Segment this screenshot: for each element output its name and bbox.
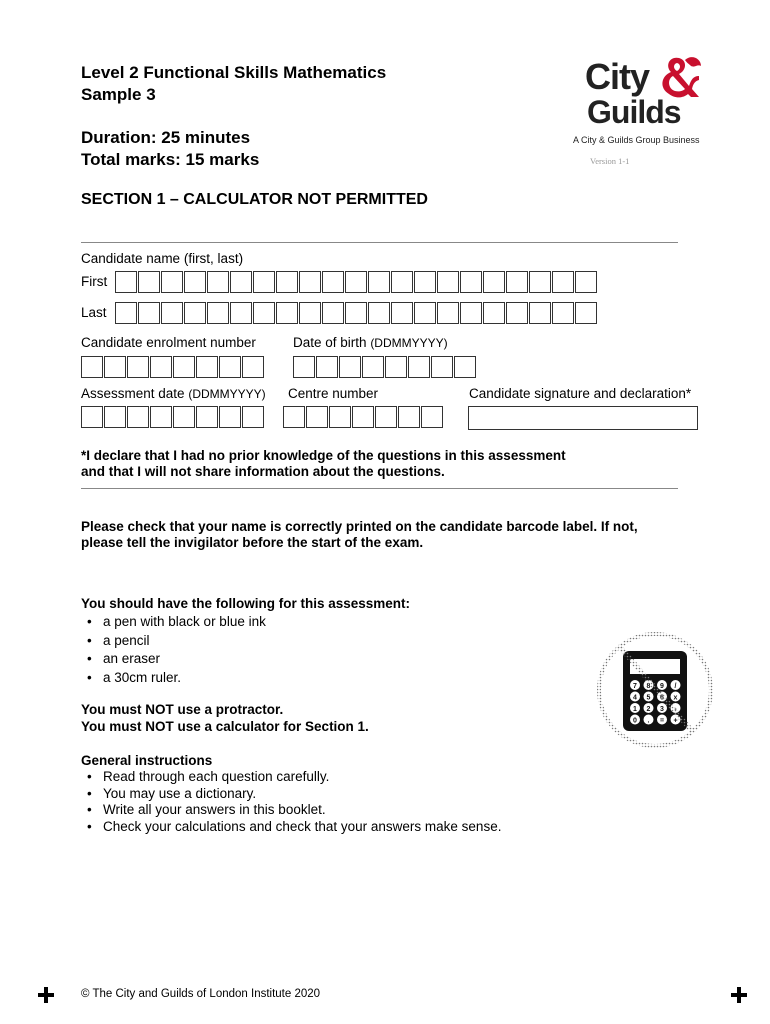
character-box[interactable] xyxy=(391,271,413,293)
title-line-2: Sample 3 xyxy=(81,85,156,104)
character-box[interactable] xyxy=(150,406,172,428)
character-box[interactable] xyxy=(230,271,252,293)
character-box[interactable] xyxy=(219,356,241,378)
list-item: • a pen with black or blue ink xyxy=(81,613,266,632)
character-box[interactable] xyxy=(575,271,597,293)
character-box[interactable] xyxy=(253,271,275,293)
character-box[interactable] xyxy=(339,356,361,378)
character-box[interactable] xyxy=(253,302,275,324)
no-protractor-warning: You must NOT use a protractor. xyxy=(81,702,284,717)
character-box[interactable] xyxy=(115,271,137,293)
character-box[interactable] xyxy=(414,271,436,293)
character-box[interactable] xyxy=(196,406,218,428)
character-box[interactable] xyxy=(219,406,241,428)
assessment-date-format: (DDMMYYYY) xyxy=(188,387,266,401)
character-box[interactable] xyxy=(299,271,321,293)
character-box[interactable] xyxy=(161,271,183,293)
city-guilds-logo xyxy=(573,56,715,178)
character-box[interactable] xyxy=(506,302,528,324)
character-box[interactable] xyxy=(242,406,264,428)
enrolment-boxes[interactable] xyxy=(81,356,265,378)
character-box[interactable] xyxy=(483,302,505,324)
equipment-list xyxy=(81,613,266,687)
character-box[interactable] xyxy=(414,302,436,324)
character-box[interactable] xyxy=(345,271,367,293)
character-box[interactable] xyxy=(575,302,597,324)
character-box[interactable] xyxy=(184,271,206,293)
list-item: • You may use a dictionary. xyxy=(81,786,501,803)
character-box[interactable] xyxy=(385,356,407,378)
list-item: • Read through each question carefully. xyxy=(81,769,501,786)
character-box[interactable] xyxy=(293,356,315,378)
dob-format: (DDMMYYYY) xyxy=(370,336,448,350)
character-box[interactable] xyxy=(421,406,443,428)
top-divider xyxy=(81,242,678,243)
list-item: • an eraser xyxy=(81,650,266,669)
calculator-key-label: x xyxy=(673,694,678,702)
signature-box[interactable] xyxy=(468,406,698,430)
declaration-line-2: and that I will not share information about the questions. xyxy=(81,464,445,479)
calculator-key-label: 5 xyxy=(646,694,651,702)
character-box[interactable] xyxy=(184,302,206,324)
character-box[interactable] xyxy=(173,356,195,378)
character-box[interactable] xyxy=(437,271,459,293)
assessment-date-label xyxy=(81,386,266,401)
character-box[interactable] xyxy=(552,302,574,324)
calculator-key-label: 2 xyxy=(646,705,651,713)
character-box[interactable] xyxy=(391,302,413,324)
character-box[interactable] xyxy=(316,356,338,378)
dob-label-text: Date of birth xyxy=(293,335,367,350)
character-box[interactable] xyxy=(483,271,505,293)
enrolment-label: Candidate enrolment number xyxy=(81,335,256,350)
character-box[interactable] xyxy=(81,406,103,428)
equipment-warnings xyxy=(81,701,369,735)
character-box[interactable] xyxy=(230,302,252,324)
character-box[interactable] xyxy=(207,271,229,293)
assessment-date-text: Assessment date xyxy=(81,386,185,401)
list-item: • a pencil xyxy=(81,632,266,651)
calculator-key-label: 0 xyxy=(633,717,637,725)
character-box[interactable] xyxy=(460,271,482,293)
character-box[interactable] xyxy=(127,406,149,428)
registration-cross-icon xyxy=(731,987,747,1003)
first-name-label: First xyxy=(81,274,108,289)
character-box[interactable] xyxy=(375,406,397,428)
copyright: © The City and Guilds of London Institute 2020 xyxy=(81,988,321,1000)
character-box[interactable] xyxy=(552,271,574,293)
character-box[interactable] xyxy=(138,271,160,293)
character-box[interactable] xyxy=(322,302,344,324)
calculator-key-label: = xyxy=(659,717,665,725)
equipment-heading: You should have the following for this assessment: xyxy=(81,596,411,611)
registration-cross-icon xyxy=(38,987,54,1003)
calculator-key-label: 3 xyxy=(660,705,664,713)
list-item: • Write all your answers in this booklet. xyxy=(81,802,501,819)
total-marks: Total marks: 15 marks xyxy=(81,150,260,169)
calculator-key-label: 4 xyxy=(633,694,637,702)
last-name-boxes[interactable] xyxy=(115,302,598,324)
check-name-notice xyxy=(81,519,638,551)
dob-label xyxy=(293,335,448,350)
character-box[interactable] xyxy=(276,302,298,324)
character-box[interactable] xyxy=(460,302,482,324)
first-name-boxes[interactable] xyxy=(115,271,598,293)
logo-word-city: City xyxy=(585,56,650,97)
character-box[interactable] xyxy=(322,271,344,293)
last-name-label: Last xyxy=(81,305,107,320)
calculator-key-label: 9 xyxy=(660,682,664,690)
title-line-1: Level 2 Functional Skills Mathematics xyxy=(81,63,387,82)
character-box[interactable] xyxy=(115,302,137,324)
version-label: Version 1-1 xyxy=(590,156,630,166)
bottom-divider xyxy=(81,488,678,489)
instructions-heading: General instructions xyxy=(81,753,213,768)
section-heading: SECTION 1 – CALCULATOR NOT PERMITTED xyxy=(81,191,428,208)
calculator-key-label: . xyxy=(647,717,650,725)
character-box[interactable] xyxy=(398,406,420,428)
character-box[interactable] xyxy=(173,406,195,428)
character-box[interactable] xyxy=(127,356,149,378)
calculator-key-label: / xyxy=(674,682,677,690)
list-item: • a 30cm ruler. xyxy=(81,669,266,688)
no-calculator-warning: You must NOT use a calculator for Section 1. xyxy=(81,719,369,734)
list-item: • Check your calculations and check that your answers make sense. xyxy=(81,819,501,836)
exam-meta xyxy=(81,127,259,171)
character-box[interactable] xyxy=(161,302,183,324)
character-box[interactable] xyxy=(138,302,160,324)
character-box[interactable] xyxy=(345,302,367,324)
calculator-key-label: + xyxy=(673,717,678,725)
character-box[interactable] xyxy=(81,356,103,378)
centre-number-label: Centre number xyxy=(288,386,379,401)
character-box[interactable] xyxy=(207,302,229,324)
character-box[interactable] xyxy=(352,406,374,428)
dob-boxes[interactable] xyxy=(293,356,477,378)
check-name-line-1: Please check that your name is correctly printed on the candidate barcode label. If not, xyxy=(81,519,638,534)
no-calculator-icon xyxy=(596,631,714,749)
logo-word-guilds: Guilds xyxy=(587,94,681,130)
document-title xyxy=(81,62,386,106)
assessment-date-boxes[interactable] xyxy=(81,406,265,428)
character-box[interactable] xyxy=(368,271,390,293)
calculator-key-label: 8 xyxy=(646,682,651,690)
check-name-line-2: please tell the invigilator before the start of the exam. xyxy=(81,535,424,550)
character-box[interactable] xyxy=(276,271,298,293)
logo-tagline: A City & Guilds Group Business xyxy=(573,135,700,145)
calculator-key-label: 1 xyxy=(633,705,637,713)
character-box[interactable] xyxy=(362,356,384,378)
calculator-key-label: 7 xyxy=(633,682,637,690)
character-box[interactable] xyxy=(196,356,218,378)
character-box[interactable] xyxy=(150,356,172,378)
character-box[interactable] xyxy=(408,356,430,378)
character-box[interactable] xyxy=(529,302,551,324)
character-box[interactable] xyxy=(283,406,305,428)
character-box[interactable] xyxy=(454,356,476,378)
character-box[interactable] xyxy=(104,356,126,378)
character-box[interactable] xyxy=(306,406,328,428)
declaration xyxy=(81,448,566,480)
duration: Duration: 25 minutes xyxy=(81,128,251,147)
centre-number-boxes[interactable] xyxy=(283,406,444,428)
character-box[interactable] xyxy=(299,302,321,324)
character-box[interactable] xyxy=(242,356,264,378)
character-box[interactable] xyxy=(506,271,528,293)
character-box[interactable] xyxy=(437,302,459,324)
character-box[interactable] xyxy=(104,406,126,428)
character-box[interactable] xyxy=(329,406,351,428)
instructions-list xyxy=(81,769,501,835)
signature-label: Candidate signature and declaration* xyxy=(469,386,692,401)
declaration-line-1: *I declare that I had no prior knowledge of the questions in this assessment xyxy=(81,448,566,463)
candidate-name-label: Candidate name (first, last) xyxy=(81,251,244,266)
character-box[interactable] xyxy=(368,302,390,324)
character-box[interactable] xyxy=(431,356,453,378)
character-box[interactable] xyxy=(529,271,551,293)
